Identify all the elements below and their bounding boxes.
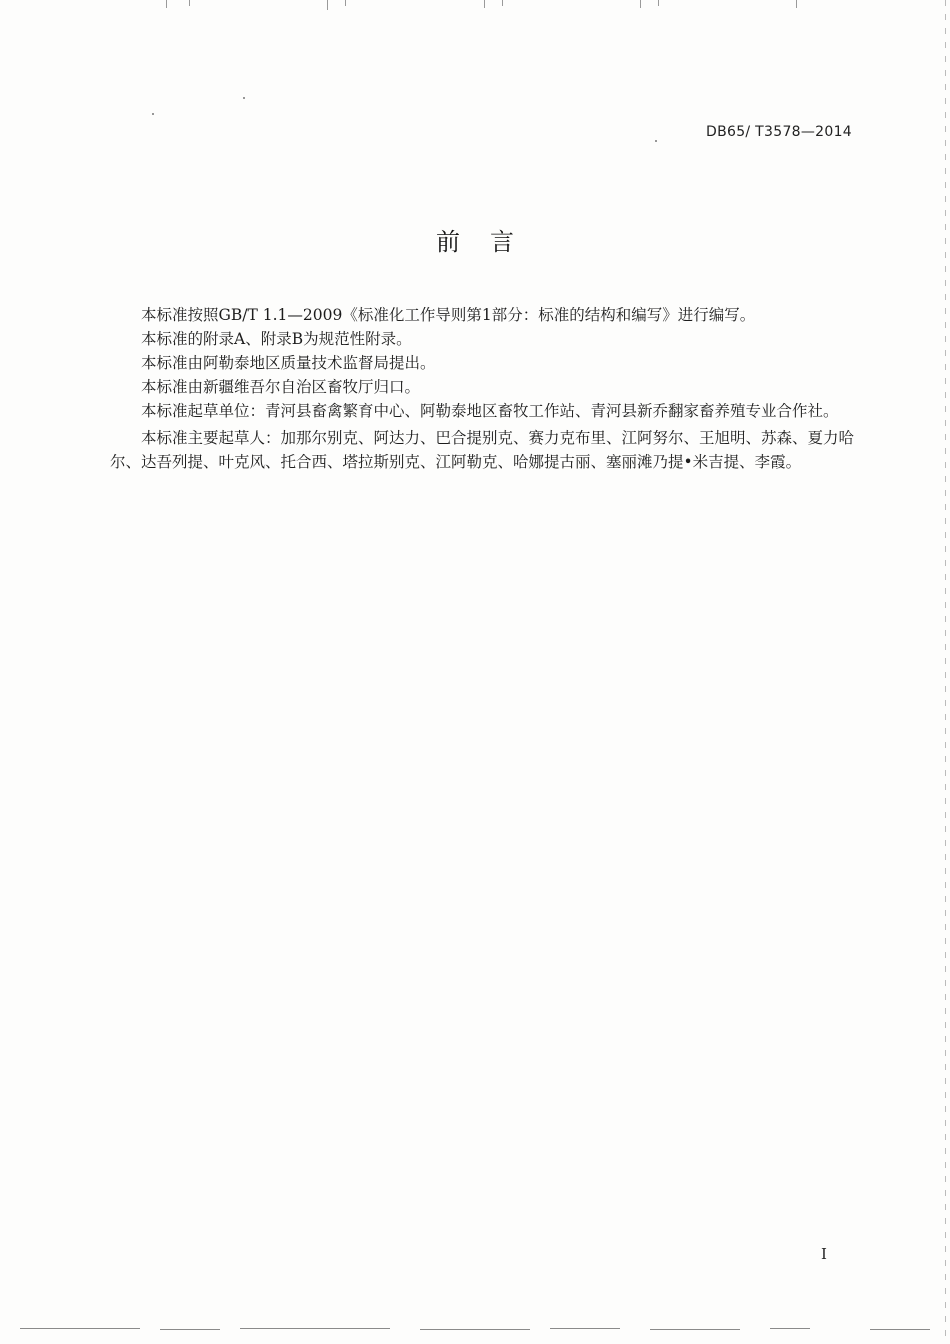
scan-line xyxy=(650,1329,740,1330)
scan-mark xyxy=(189,0,190,6)
page-number: I xyxy=(821,1245,827,1263)
paragraph-drafters: 本标准主要起草人：加那尔别克、阿达力、巴合提别克、赛力克布里、江阿努尔、王旭明、苏森、夏力哈尔、达吾列提、叶克风、托合西、塔拉斯别克、江阿勒克、哈娜提古丽、塞丽滩乃提•米吉提、李霞。 xyxy=(110,429,855,471)
scan-mark xyxy=(796,0,797,8)
scan-mark xyxy=(166,0,167,8)
scan-speck xyxy=(152,113,154,115)
paragraph-drafting-units: 本标准起草单位：青河县畜禽繁育中心、阿勒泰地区畜牧工作站、青河县新乔翻家畜养殖专业合作社。 xyxy=(141,402,839,420)
foreword-body xyxy=(110,303,855,474)
scan-line xyxy=(770,1328,810,1329)
scan-line xyxy=(870,1329,930,1330)
scan-mark xyxy=(327,0,328,10)
scan-line xyxy=(420,1329,530,1330)
scan-mark xyxy=(345,0,346,6)
paragraph-proposer: 本标准由阿勒泰地区质量技术监督局提出。 xyxy=(141,354,436,372)
paragraph-appendices: 本标准的附录A、附录B为规范性附录。 xyxy=(141,330,412,348)
scan-edge-line xyxy=(945,0,946,1344)
scan-mark xyxy=(640,0,641,8)
scan-speck xyxy=(655,140,657,142)
scan-line xyxy=(550,1328,620,1329)
scan-mark xyxy=(658,0,659,6)
paragraph-administrator: 本标准由新疆维吾尔自治区畜牧厅归口。 xyxy=(141,378,421,396)
scan-mark xyxy=(484,0,485,8)
scan-line xyxy=(160,1329,220,1330)
scan-speck xyxy=(243,97,245,99)
scan-mark xyxy=(502,0,503,6)
page-heading: 前言 xyxy=(436,228,544,256)
paragraph-drafting-rules: 本标准按照GB/T 1.1—2009《标准化工作导则第1部分：标准的结构和编写》进行编写。 xyxy=(141,306,756,324)
scan-line xyxy=(240,1328,390,1329)
scan-line xyxy=(20,1328,140,1329)
document-code: DB65/ T3578—2014 xyxy=(706,124,852,140)
